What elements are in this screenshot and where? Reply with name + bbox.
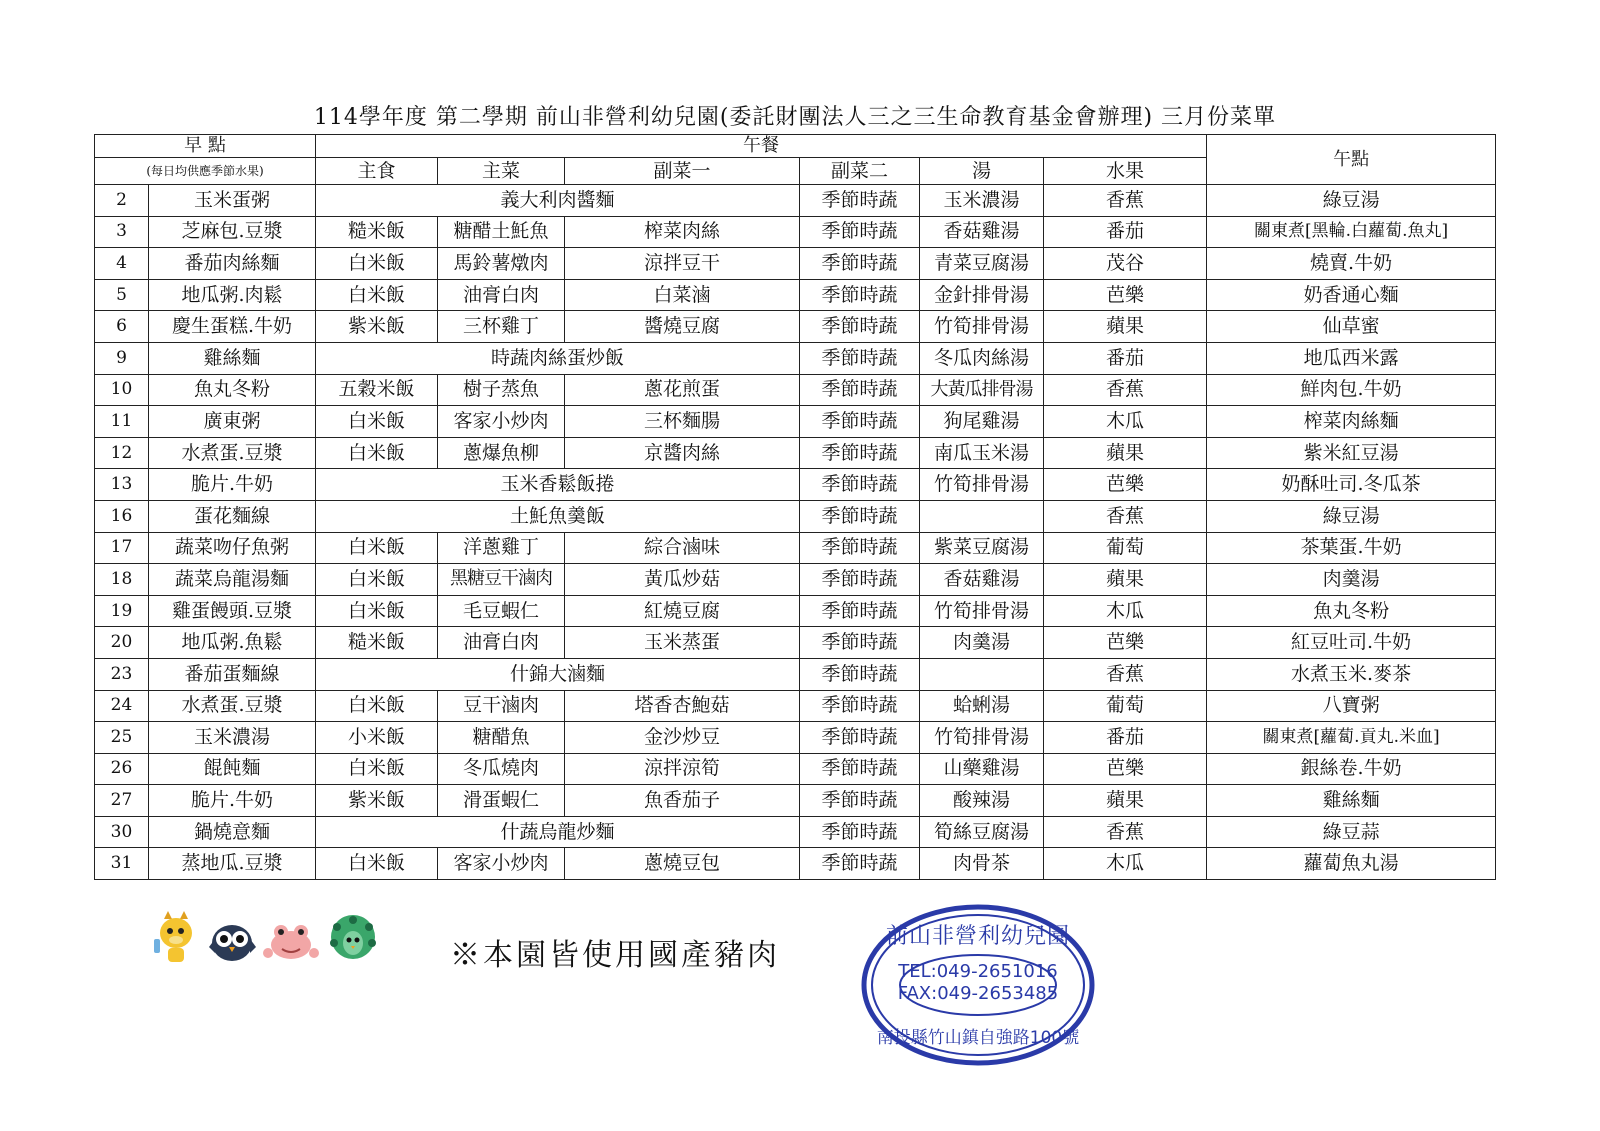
day-cell: 10 xyxy=(95,374,149,406)
staple-cell: 白米飯 xyxy=(316,753,438,785)
col-fruit-header: 水果 xyxy=(1044,158,1207,185)
soup-cell: 肉羹湯 xyxy=(920,627,1044,659)
fruit-cell: 蘋果 xyxy=(1044,437,1207,469)
side2-cell: 季節時蔬 xyxy=(800,785,920,817)
side1-cell: 玉米蒸蛋 xyxy=(565,627,800,659)
side1-cell: 醬燒豆腐 xyxy=(565,311,800,343)
staple-cell: 白米飯 xyxy=(316,532,438,564)
menu-row xyxy=(95,437,1496,469)
breakfast-cell: 水煮蛋.豆漿 xyxy=(149,690,316,722)
staple-cell: 紫米飯 xyxy=(316,311,438,343)
school-stamp xyxy=(858,903,1098,1068)
menu-row xyxy=(95,532,1496,564)
fruit-cell: 香蕉 xyxy=(1044,816,1207,848)
afternoon-cell: 肉羹湯 xyxy=(1207,564,1496,596)
breakfast-cell: 蒸地瓜.豆漿 xyxy=(149,848,316,880)
afternoon-cell: 鮮肉包.牛奶 xyxy=(1207,374,1496,406)
menu-table xyxy=(94,134,1496,880)
menu-row xyxy=(95,564,1496,596)
soup-cell: 香菇雞湯 xyxy=(920,564,1044,596)
menu-row xyxy=(95,816,1496,848)
afternoon-cell: 奶酥吐司.冬瓜茶 xyxy=(1207,469,1496,501)
main-dish-cell: 冬瓜燒肉 xyxy=(438,753,565,785)
main-dish-cell: 蔥爆魚柳 xyxy=(438,437,565,469)
menu-row xyxy=(95,311,1496,343)
breakfast-cell: 水煮蛋.豆漿 xyxy=(149,437,316,469)
side2-cell: 季節時蔬 xyxy=(800,627,920,659)
menu-row xyxy=(95,627,1496,659)
stamp-name: 前山非營利幼兒園 xyxy=(885,924,1070,949)
side1-cell: 蔥花煎蛋 xyxy=(565,374,800,406)
side2-cell: 季節時蔬 xyxy=(800,406,920,438)
fruit-cell: 木瓜 xyxy=(1044,848,1207,880)
main-dish-cell: 糖醋魚 xyxy=(438,722,565,754)
side1-cell: 綜合滷味 xyxy=(565,532,800,564)
soup-cell: 香菇雞湯 xyxy=(920,216,1044,248)
main-dish-cell: 豆干滷肉 xyxy=(438,690,565,722)
day-cell: 20 xyxy=(95,627,149,659)
soup-cell: 竹筍排骨湯 xyxy=(920,722,1044,754)
staple-cell: 白米飯 xyxy=(316,595,438,627)
staple-cell: 白米飯 xyxy=(316,437,438,469)
menu-row xyxy=(95,690,1496,722)
fruit-cell: 番茄 xyxy=(1044,342,1207,374)
fruit-cell: 番茄 xyxy=(1044,216,1207,248)
fruit-cell: 蘋果 xyxy=(1044,564,1207,596)
afternoon-cell: 紅豆吐司.牛奶 xyxy=(1207,627,1496,659)
side2-cell: 季節時蔬 xyxy=(800,848,920,880)
afternoon-cell: 茶葉蛋.牛奶 xyxy=(1207,532,1496,564)
owl-mascot xyxy=(205,917,260,965)
main-dish-cell: 客家小炒肉 xyxy=(438,406,565,438)
menu-row xyxy=(95,785,1496,817)
staple-cell: 白米飯 xyxy=(316,848,438,880)
staple-cell: 五穀米飯 xyxy=(316,374,438,406)
fruit-cell: 木瓜 xyxy=(1044,406,1207,438)
afternoon-cell: 銀絲卷.牛奶 xyxy=(1207,753,1496,785)
afternoon-cell: 關東煮[黑輪.白蘿蔔.魚丸] xyxy=(1207,216,1496,248)
giraffe-mascot xyxy=(150,905,202,965)
lunch-header: 午餐 xyxy=(316,135,1207,158)
staple-cell: 白米飯 xyxy=(316,248,438,280)
breakfast-cell: 蛋花麵線 xyxy=(149,500,316,532)
day-cell: 9 xyxy=(95,342,149,374)
afternoon-header: 午點 xyxy=(1207,135,1496,185)
soup-cell: 玉米濃湯 xyxy=(920,185,1044,217)
menu-row xyxy=(95,185,1496,217)
staple-cell: 紫米飯 xyxy=(316,785,438,817)
day-cell: 4 xyxy=(95,248,149,280)
soup-cell: 狗尾雞湯 xyxy=(920,406,1044,438)
breakfast-cell: 玉米蛋粥 xyxy=(149,185,316,217)
fruit-cell: 木瓜 xyxy=(1044,595,1207,627)
soup-cell: 大黃瓜排骨湯 xyxy=(920,374,1044,406)
afternoon-cell: 蘿蔔魚丸湯 xyxy=(1207,848,1496,880)
afternoon-cell: 關東煮[蘿蔔.貢丸.米血] xyxy=(1207,722,1496,754)
main-dish-cell: 滑蛋蝦仁 xyxy=(438,785,565,817)
side2-cell: 季節時蔬 xyxy=(800,216,920,248)
menu-row xyxy=(95,722,1496,754)
fruit-cell: 番茄 xyxy=(1044,722,1207,754)
main-dish-cell: 客家小炒肉 xyxy=(438,848,565,880)
breakfast-cell: 餛飩麵 xyxy=(149,753,316,785)
col-soup-header: 湯 xyxy=(920,158,1044,185)
soup-cell: 南瓜玉米湯 xyxy=(920,437,1044,469)
side1-cell: 三杯麵腸 xyxy=(565,406,800,438)
frog-mascot xyxy=(262,919,320,963)
breakfast-cell: 雞絲麵 xyxy=(149,342,316,374)
stamp-fax: FAX:049-2653485 xyxy=(897,983,1059,1004)
staple-cell: 白米飯 xyxy=(316,564,438,596)
afternoon-cell: 魚丸冬粉 xyxy=(1207,595,1496,627)
staple-cell: 糙米飯 xyxy=(316,627,438,659)
breakfast-cell: 慶生蛋糕.牛奶 xyxy=(149,311,316,343)
menu-body xyxy=(95,185,1496,880)
menu-row xyxy=(95,753,1496,785)
footer-note: ※本園皆使用國產豬肉 xyxy=(450,938,780,973)
col-staple-header: 主食 xyxy=(316,158,438,185)
side2-cell: 季節時蔬 xyxy=(800,595,920,627)
breakfast-cell: 番茄肉絲麵 xyxy=(149,248,316,280)
page-title: 114學年度 第二學期 前山非營利幼兒園(委託財團法人三之三生命教育基金會辦理) 三月份菜單 xyxy=(313,105,1277,130)
soup-cell: 紫菜豆腐湯 xyxy=(920,532,1044,564)
lunch-combined-cell: 什錦大滷麵 xyxy=(316,658,800,690)
side2-cell: 季節時蔬 xyxy=(800,374,920,406)
day-cell: 19 xyxy=(95,595,149,627)
day-cell: 26 xyxy=(95,753,149,785)
menu-row xyxy=(95,279,1496,311)
fruit-cell: 芭樂 xyxy=(1044,279,1207,311)
fruit-cell: 茂谷 xyxy=(1044,248,1207,280)
breakfast-cell: 魚丸冬粉 xyxy=(149,374,316,406)
breakfast-cell: 地瓜粥.肉鬆 xyxy=(149,279,316,311)
side1-cell: 蔥燒豆包 xyxy=(565,848,800,880)
soup-cell xyxy=(920,500,1044,532)
main-dish-cell: 毛豆蝦仁 xyxy=(438,595,565,627)
menu-row xyxy=(95,500,1496,532)
menu-row xyxy=(95,248,1496,280)
main-dish-cell: 糖醋土魠魚 xyxy=(438,216,565,248)
main-dish-cell: 三杯雞丁 xyxy=(438,311,565,343)
day-cell: 30 xyxy=(95,816,149,848)
soup-cell: 竹筍排骨湯 xyxy=(920,469,1044,501)
side2-cell: 季節時蔬 xyxy=(800,564,920,596)
menu-row xyxy=(95,469,1496,501)
afternoon-cell: 奶香通心麵 xyxy=(1207,279,1496,311)
day-cell: 6 xyxy=(95,311,149,343)
fruit-cell: 芭樂 xyxy=(1044,469,1207,501)
day-cell: 17 xyxy=(95,532,149,564)
fruit-cell: 香蕉 xyxy=(1044,374,1207,406)
col-main-header: 主菜 xyxy=(438,158,565,185)
soup-cell: 酸辣湯 xyxy=(920,785,1044,817)
day-cell: 27 xyxy=(95,785,149,817)
soup-cell: 金針排骨湯 xyxy=(920,279,1044,311)
day-cell: 18 xyxy=(95,564,149,596)
fruit-cell: 芭樂 xyxy=(1044,753,1207,785)
side2-cell: 季節時蔬 xyxy=(800,816,920,848)
breakfast-cell: 蔬菜烏龍湯麵 xyxy=(149,564,316,596)
breakfast-cell: 番茄蛋麵線 xyxy=(149,658,316,690)
col-side1-header: 副菜一 xyxy=(565,158,800,185)
breakfast-cell: 玉米濃湯 xyxy=(149,722,316,754)
soup-cell: 竹筍排骨湯 xyxy=(920,595,1044,627)
afternoon-cell: 地瓜西米露 xyxy=(1207,342,1496,374)
side1-cell: 塔香杏鮑菇 xyxy=(565,690,800,722)
day-cell: 16 xyxy=(95,500,149,532)
side2-cell: 季節時蔬 xyxy=(800,690,920,722)
menu-row xyxy=(95,342,1496,374)
soup-cell: 冬瓜肉絲湯 xyxy=(920,342,1044,374)
side2-cell: 季節時蔬 xyxy=(800,753,920,785)
afternoon-cell: 綠豆湯 xyxy=(1207,185,1496,217)
side1-cell: 金沙炒豆 xyxy=(565,722,800,754)
day-cell: 12 xyxy=(95,437,149,469)
breakfast-cell: 蔬菜吻仔魚粥 xyxy=(149,532,316,564)
staple-cell: 小米飯 xyxy=(316,722,438,754)
soup-cell: 蛤蜊湯 xyxy=(920,690,1044,722)
breakfast-cell: 脆片.牛奶 xyxy=(149,785,316,817)
menu-row xyxy=(95,658,1496,690)
menu-row xyxy=(95,595,1496,627)
side1-cell: 涼拌涼筍 xyxy=(565,753,800,785)
side2-cell: 季節時蔬 xyxy=(800,185,920,217)
day-cell: 11 xyxy=(95,406,149,438)
afternoon-cell: 水煮玉米.麥茶 xyxy=(1207,658,1496,690)
breakfast-header: 早 點 xyxy=(95,135,316,158)
lunch-combined-cell: 什蔬烏龍炒麵 xyxy=(316,816,800,848)
breakfast-cell: 廣東粥 xyxy=(149,406,316,438)
day-cell: 25 xyxy=(95,722,149,754)
soup-cell: 肉骨茶 xyxy=(920,848,1044,880)
main-dish-cell: 馬鈴薯燉肉 xyxy=(438,248,565,280)
afternoon-cell: 綠豆蒜 xyxy=(1207,816,1496,848)
side1-cell: 涼拌豆干 xyxy=(565,248,800,280)
day-cell: 3 xyxy=(95,216,149,248)
breakfast-cell: 雞蛋饅頭.豆漿 xyxy=(149,595,316,627)
day-cell: 23 xyxy=(95,658,149,690)
soup-cell: 竹筍排骨湯 xyxy=(920,311,1044,343)
main-dish-cell: 樹子蒸魚 xyxy=(438,374,565,406)
day-cell: 13 xyxy=(95,469,149,501)
breakfast-cell: 地瓜粥.魚鬆 xyxy=(149,627,316,659)
soup-cell: 青菜豆腐湯 xyxy=(920,248,1044,280)
afternoon-cell: 八寶粥 xyxy=(1207,690,1496,722)
side1-cell: 魚香茄子 xyxy=(565,785,800,817)
staple-cell: 糙米飯 xyxy=(316,216,438,248)
soup-cell xyxy=(920,658,1044,690)
side1-cell: 榨菜肉絲 xyxy=(565,216,800,248)
side2-cell: 季節時蔬 xyxy=(800,311,920,343)
main-dish-cell: 洋蔥雞丁 xyxy=(438,532,565,564)
fruit-cell: 葡萄 xyxy=(1044,532,1207,564)
fruit-cell: 蘋果 xyxy=(1044,311,1207,343)
breakfast-note: (每日均供應季節水果) xyxy=(95,158,316,185)
main-dish-cell: 油膏白肉 xyxy=(438,627,565,659)
afternoon-cell: 紫米紅豆湯 xyxy=(1207,437,1496,469)
lunch-combined-cell: 義大利肉醬麵 xyxy=(316,185,800,217)
fruit-cell: 香蕉 xyxy=(1044,658,1207,690)
breakfast-cell: 芝麻包.豆漿 xyxy=(149,216,316,248)
side2-cell: 季節時蔬 xyxy=(800,279,920,311)
fruit-cell: 芭樂 xyxy=(1044,627,1207,659)
fruit-cell: 香蕉 xyxy=(1044,185,1207,217)
side1-cell: 京醬肉絲 xyxy=(565,437,800,469)
main-dish-cell: 黑糖豆干滷肉 xyxy=(438,564,565,596)
side2-cell: 季節時蔬 xyxy=(800,437,920,469)
fruit-cell: 葡萄 xyxy=(1044,690,1207,722)
col-side2-header: 副菜二 xyxy=(800,158,920,185)
side2-cell: 季節時蔬 xyxy=(800,342,920,374)
afternoon-cell: 燒賣.牛奶 xyxy=(1207,248,1496,280)
afternoon-cell: 綠豆湯 xyxy=(1207,500,1496,532)
afternoon-cell: 榨菜肉絲麵 xyxy=(1207,406,1496,438)
lunch-combined-cell: 土魠魚羹飯 xyxy=(316,500,800,532)
side2-cell: 季節時蔬 xyxy=(800,658,920,690)
stamp-tel: TEL:049-2651016 xyxy=(898,961,1058,982)
side1-cell: 黃瓜炒菇 xyxy=(565,564,800,596)
menu-row xyxy=(95,216,1496,248)
breakfast-cell: 鍋燒意麵 xyxy=(149,816,316,848)
menu-row xyxy=(95,848,1496,880)
side2-cell: 季節時蔬 xyxy=(800,248,920,280)
day-cell: 24 xyxy=(95,690,149,722)
side1-cell: 白菜滷 xyxy=(565,279,800,311)
staple-cell: 白米飯 xyxy=(316,406,438,438)
soup-cell: 筍絲豆腐湯 xyxy=(920,816,1044,848)
fruit-cell: 香蕉 xyxy=(1044,500,1207,532)
day-cell: 2 xyxy=(95,185,149,217)
menu-row xyxy=(95,406,1496,438)
breakfast-cell: 脆片.牛奶 xyxy=(149,469,316,501)
soup-cell: 山藥雞湯 xyxy=(920,753,1044,785)
menu-row xyxy=(95,374,1496,406)
day-cell: 5 xyxy=(95,279,149,311)
fruit-cell: 蘋果 xyxy=(1044,785,1207,817)
peacock-mascot xyxy=(322,911,384,965)
side2-cell: 季節時蔬 xyxy=(800,469,920,501)
side2-cell: 季節時蔬 xyxy=(800,500,920,532)
side2-cell: 季節時蔬 xyxy=(800,722,920,754)
side1-cell: 紅燒豆腐 xyxy=(565,595,800,627)
day-cell: 31 xyxy=(95,848,149,880)
staple-cell: 白米飯 xyxy=(316,279,438,311)
stamp-address: 南投縣竹山鎮自強路100號 xyxy=(876,1028,1080,1048)
lunch-combined-cell: 時蔬肉絲蛋炒飯 xyxy=(316,342,800,374)
staple-cell: 白米飯 xyxy=(316,690,438,722)
lunch-combined-cell: 玉米香鬆飯捲 xyxy=(316,469,800,501)
side2-cell: 季節時蔬 xyxy=(800,532,920,564)
main-dish-cell: 油膏白肉 xyxy=(438,279,565,311)
afternoon-cell: 雞絲麵 xyxy=(1207,785,1496,817)
afternoon-cell: 仙草蜜 xyxy=(1207,311,1496,343)
